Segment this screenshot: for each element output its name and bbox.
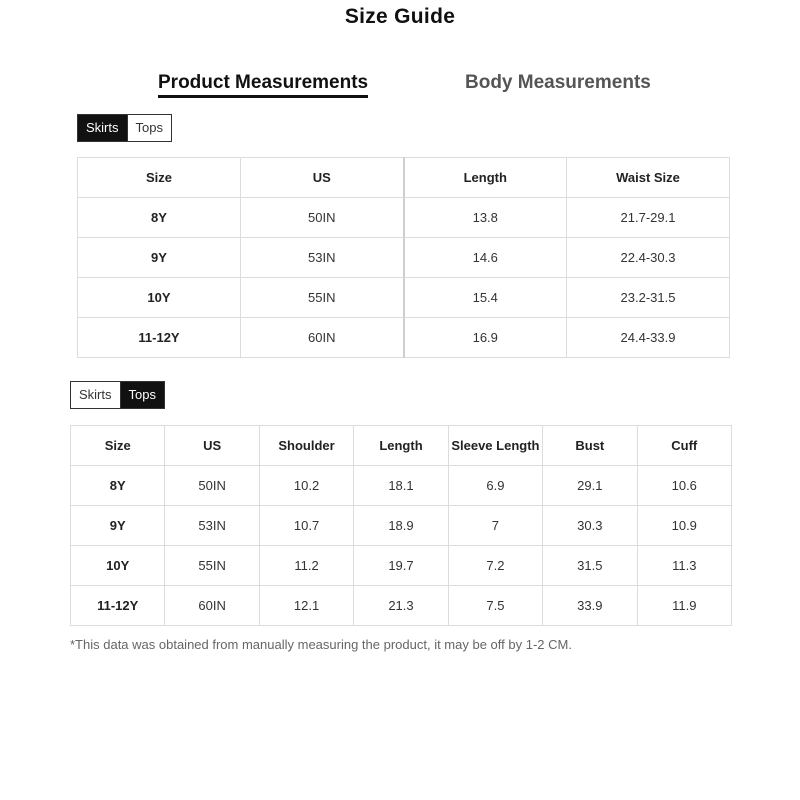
table-header-row — [78, 158, 730, 198]
shoulder-cell: 11.2 — [259, 546, 353, 586]
tab-product-measurements[interactable]: Product Measurements — [158, 72, 368, 98]
tops-toggle-button[interactable]: Tops — [120, 382, 164, 408]
table-row — [71, 546, 732, 586]
size-cell: 9Y — [71, 506, 165, 546]
cuff-cell: 10.9 — [637, 506, 731, 546]
tab-body-measurements[interactable]: Body Measurements — [465, 72, 651, 93]
waist-size-cell: 21.7-29.1 — [567, 198, 730, 238]
sleeve-length-cell: 6.9 — [448, 466, 542, 506]
column-header-us: US — [241, 158, 404, 198]
shoulder-cell: 10.7 — [259, 506, 353, 546]
tops-toggle-button[interactable]: Tops — [127, 115, 171, 141]
cuff-cell: 11.3 — [637, 546, 731, 586]
length-cell: 18.1 — [354, 466, 448, 506]
size-cell: 8Y — [78, 198, 241, 238]
skirts-toggle-button[interactable]: Skirts — [71, 382, 120, 408]
column-header-sleeve-length: Sleeve Length — [448, 426, 542, 466]
column-header-bust: Bust — [543, 426, 637, 466]
length-cell: 16.9 — [404, 318, 567, 358]
table-row — [71, 506, 732, 546]
table-row — [78, 278, 730, 318]
length-cell: 14.6 — [404, 238, 567, 278]
bust-cell: 31.5 — [543, 546, 637, 586]
column-header-us: US — [165, 426, 259, 466]
waist-size-cell: 23.2-31.5 — [567, 278, 730, 318]
length-cell: 18.9 — [354, 506, 448, 546]
cuff-cell: 11.9 — [637, 586, 731, 626]
table-row — [78, 318, 730, 358]
size-cell: 10Y — [78, 278, 241, 318]
table-row — [78, 238, 730, 278]
shoulder-cell: 10.2 — [259, 466, 353, 506]
table-row — [71, 586, 732, 626]
tops-category-toggle — [70, 381, 165, 409]
column-header-size: Size — [78, 158, 241, 198]
column-header-length: Length — [354, 426, 448, 466]
us-cell: 55IN — [165, 546, 259, 586]
sleeve-length-cell: 7.5 — [448, 586, 542, 626]
length-cell: 21.3 — [354, 586, 448, 626]
us-cell: 53IN — [241, 238, 404, 278]
sleeve-length-cell: 7.2 — [448, 546, 542, 586]
measurement-disclaimer: *This data was obtained from manually measuring the product, it may be off by 1-2 CM. — [70, 637, 572, 652]
column-header-size: Size — [71, 426, 165, 466]
size-cell: 10Y — [71, 546, 165, 586]
us-cell: 60IN — [241, 318, 404, 358]
length-cell: 15.4 — [404, 278, 567, 318]
skirts-toggle-button[interactable]: Skirts — [78, 115, 127, 141]
column-header-shoulder: Shoulder — [259, 426, 353, 466]
us-cell: 60IN — [165, 586, 259, 626]
us-cell: 50IN — [241, 198, 404, 238]
us-cell: 55IN — [241, 278, 404, 318]
column-header-waist-size: Waist Size — [567, 158, 730, 198]
us-cell: 53IN — [165, 506, 259, 546]
column-header-cuff: Cuff — [637, 426, 731, 466]
skirts-category-toggle — [77, 114, 172, 142]
page-title: Size Guide — [344, 5, 456, 28]
bust-cell: 33.9 — [543, 586, 637, 626]
length-cell: 13.8 — [404, 198, 567, 238]
size-cell: 11-12Y — [71, 586, 165, 626]
length-cell: 19.7 — [354, 546, 448, 586]
cuff-cell: 10.6 — [637, 466, 731, 506]
waist-size-cell: 24.4-33.9 — [567, 318, 730, 358]
waist-size-cell: 22.4-30.3 — [567, 238, 730, 278]
shoulder-cell: 12.1 — [259, 586, 353, 626]
table-row — [78, 198, 730, 238]
bust-cell: 29.1 — [543, 466, 637, 506]
size-cell: 9Y — [78, 238, 241, 278]
bust-cell: 30.3 — [543, 506, 637, 546]
size-cell: 11-12Y — [78, 318, 241, 358]
table-header-row — [71, 426, 732, 466]
us-cell: 50IN — [165, 466, 259, 506]
skirts-size-table — [77, 157, 730, 358]
column-header-length: Length — [404, 158, 567, 198]
size-cell: 8Y — [71, 466, 165, 506]
table-row — [71, 466, 732, 506]
sleeve-length-cell: 7 — [448, 506, 542, 546]
tops-size-table — [70, 425, 732, 626]
